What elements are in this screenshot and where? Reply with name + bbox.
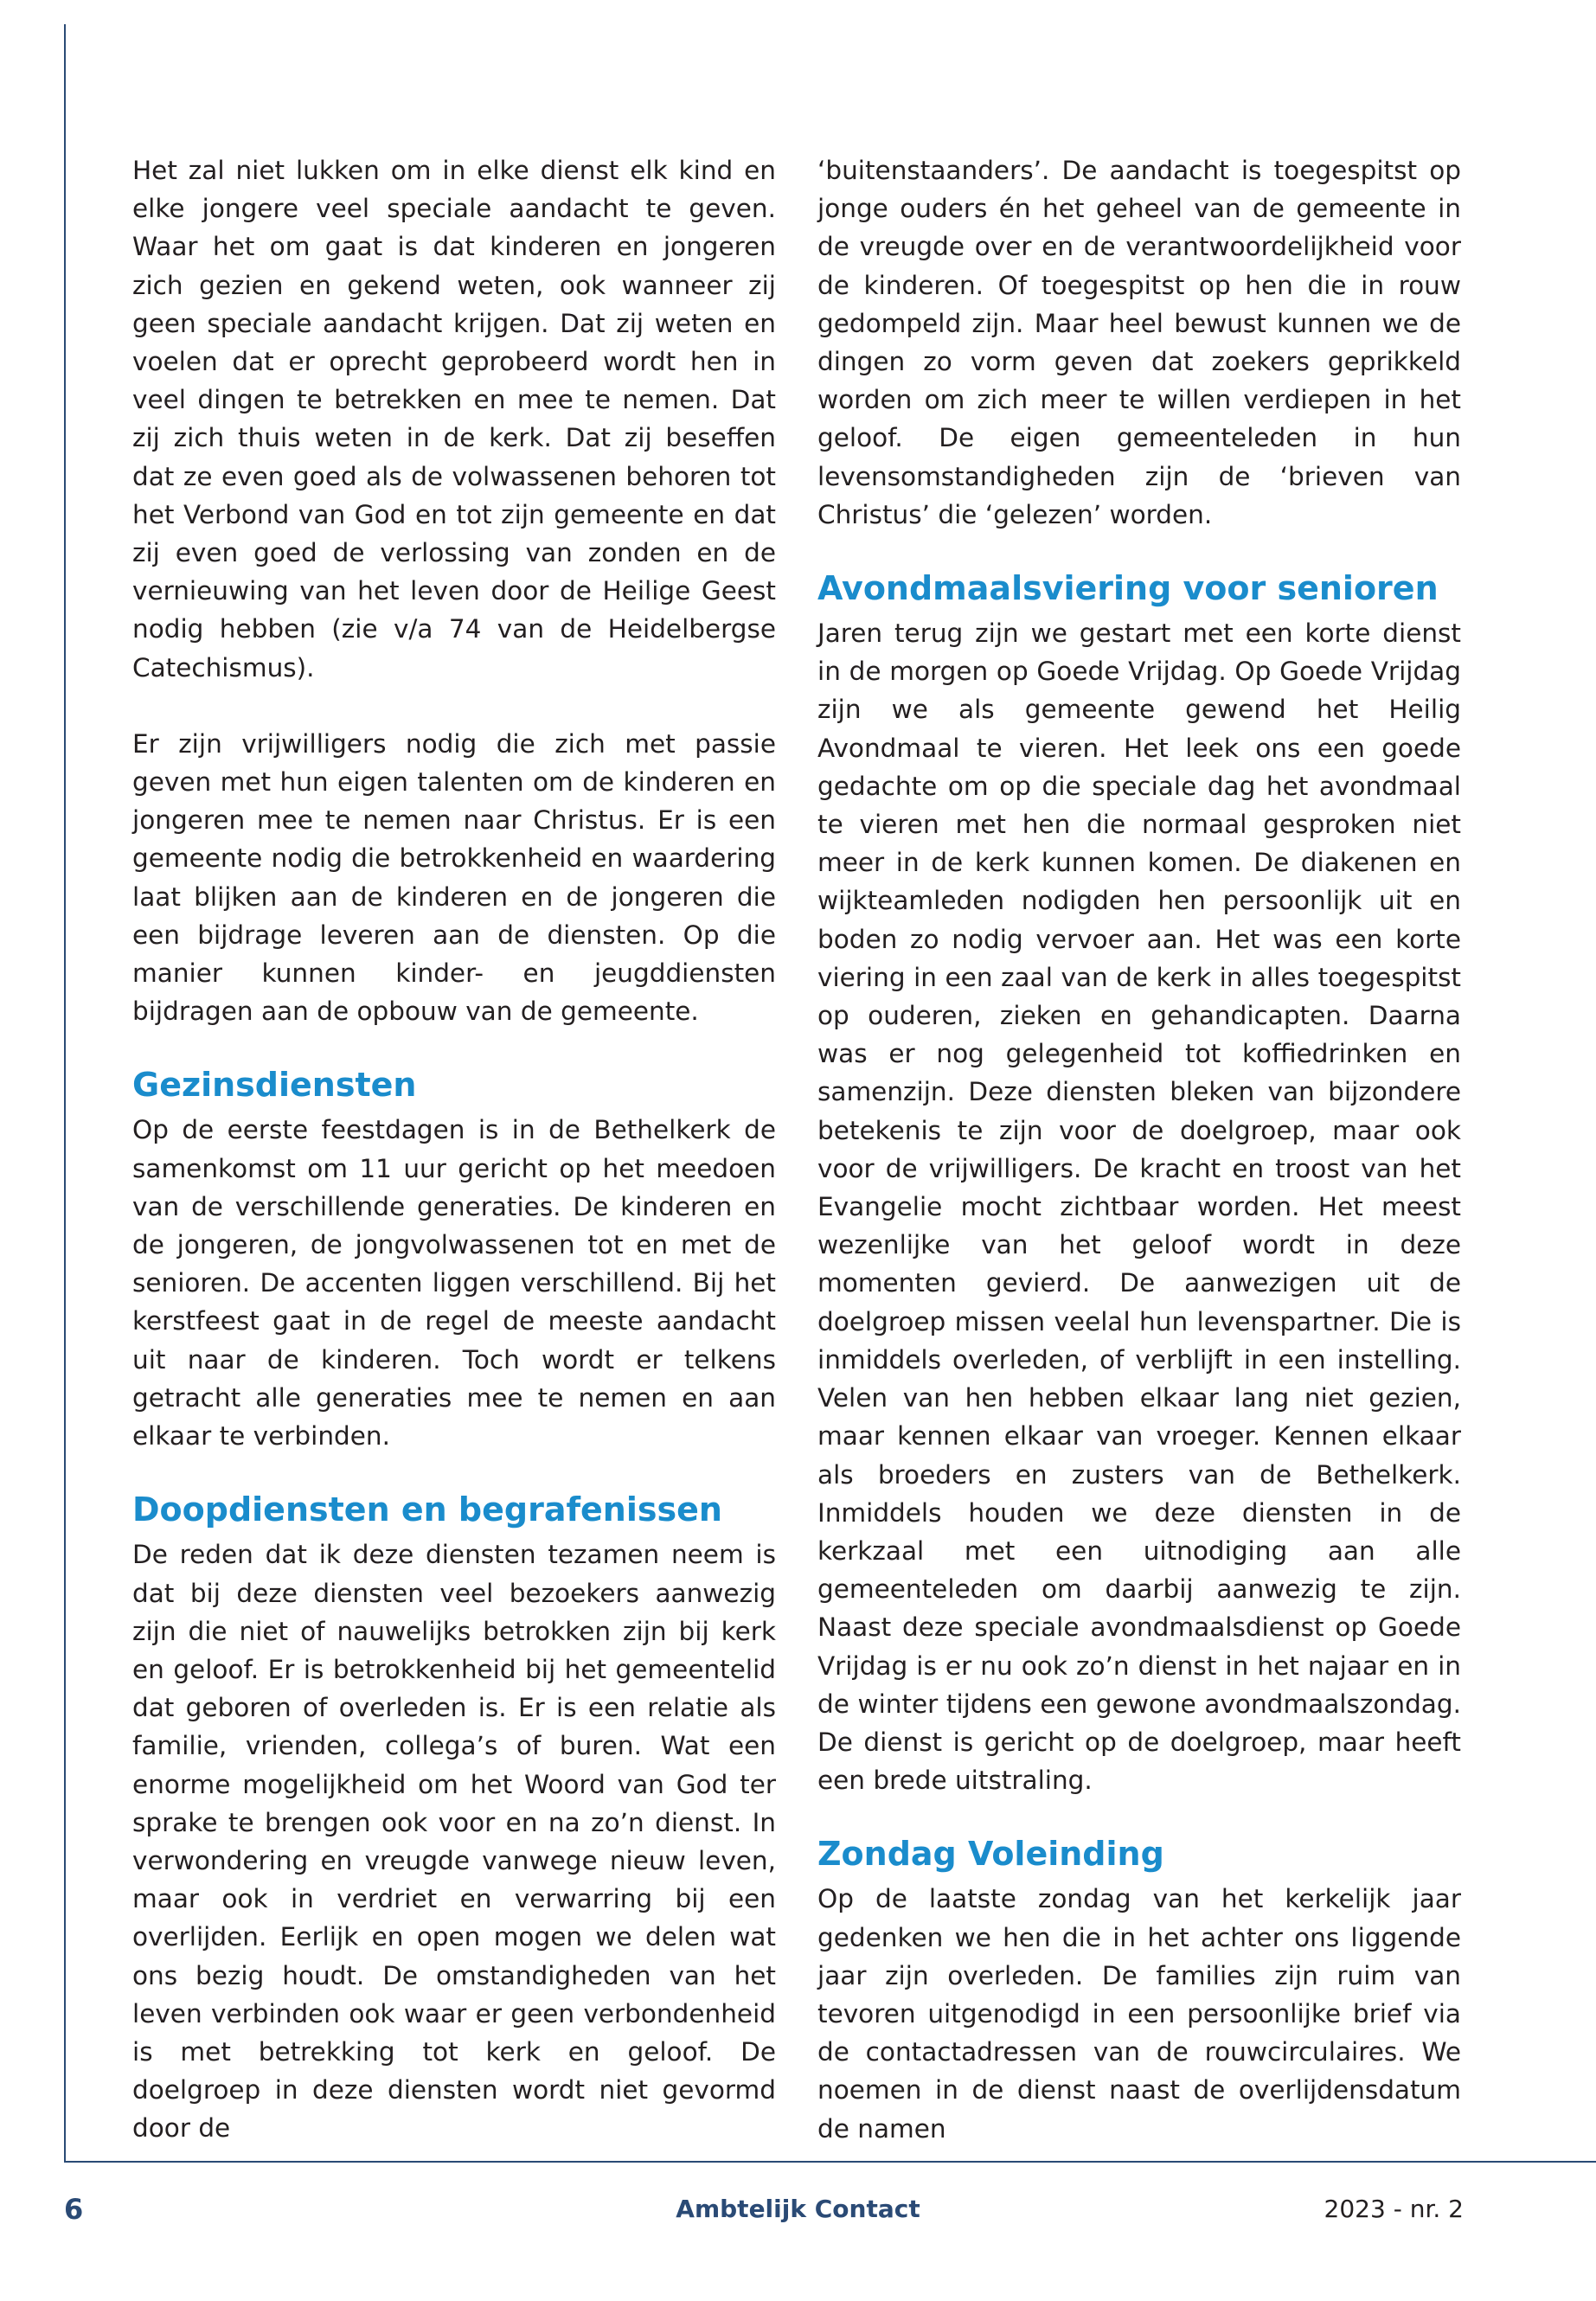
paragraph-zondag-voleinding: Op de laatste zondag van het kerkelijk jaar gedenken we hen die in het achter ons liggende jaar zijn overleden. De families zijn ruim van tevoren uitgenodigd in een persoonlijke brief via de contactadressen van de rouwcirculaires. We noemen in de dienst naast de overlijdensdatum de namen bbox=[817, 1884, 1461, 2144]
paragraph-doopdiensten: De reden dat ik deze diensten tezamen neem is dat bij deze diensten veel bezoekers aanwezig zijn die niet of nauwelijks betrokken zijn bij kerk en geloof. Er is betrokkenheid bij het gemeentelid dat geboren of overleden is. Er is een relatie als familie, vrienden, collega’s of buren. Wat een enorme mogelijkheid om het Woord van God ter sprake te brengen ook voor en na zo’n dienst. In verwondering en vreugde vanwege nieuw leven, maar ook in verdriet en verwarring bij een overlijden. Eerlijk en open mogen we delen wat ons bezig houdt. De omstandigheden van het leven verbinden ook waar er geen verbondenheid is met betrekking tot kerk en geloof. De doelgroep in deze diensten wordt niet gevormd door de bbox=[132, 1540, 776, 2144]
heading-gezinsdiensten: Gezinsdiensten bbox=[132, 1066, 417, 1105]
paragraph-gezinsdiensten: Op de eerste feestdagen is in de Bethelkerk de samenkomst om 11 uur gericht op het meedoen van de verschillende generaties. De kinderen en de jongeren, de jongvolwassenen tot en met de senioren. De accenten liggen verschillend. Bij het kerstfeest gaat in de regel de meeste aandacht uit naar de kinderen. Toch wordt er telkens getracht alle generaties mee te nemen en aan elkaar te verbinden. bbox=[132, 1115, 776, 1452]
frame-vertical-rule bbox=[64, 24, 66, 2163]
frame-horizontal-rule bbox=[64, 2161, 1596, 2163]
paragraph-continuation: ‘buitenstaanders’. De aandacht is toegespitst op jonge ouders én het geheel van de gemeente in de vreugde over en de verantwoordelijkheid voor de kinderen. Of toegespitst op hen die in rouw gedompeld zijn. Maar heel bewust kunnen we de dingen zo vorm geven dat zoekers geprikkeld worden om zich meer te willen verdiepen in het geloof. De eigen gemeenteleden in hun levensomstandigheden zijn de ‘brieven van Christus’ die ‘gelezen’ worden. bbox=[817, 156, 1461, 529]
paragraph-avondmaalsviering: Jaren terug zijn we gestart met een korte dienst in de morgen op Goede Vrijdag. Op Goede Vrijdag zijn we als gemeente gewend het Heilig Avondmaal te vieren. Het leek ons een goede gedachte om op die speciale dag het avondmaal te vieren met hen die normaal gesproken niet meer in de kerk kunnen komen. De diakenen en wijkteamleden nodigden hen persoonlijk uit en boden zo nodig vervoer aan. Het was een korte viering in een zaal van de kerk in alles toegespitst op ouderen, zieken en gehandicapten. Daarna was er nog gelegenheid tot koffiedrinken en samenzijn. Deze diensten bleken van bijzondere betekenis te zijn voor de doelgroep, maar ook voor de vrijwilligers. De kracht en troost van het Evangelie mocht zichtbaar worden. Het meest wezenlijke van het geloof wordt in deze momenten gevierd. De aanwezigen uit de doelgroep missen veelal hun levenspartner. Die is inmiddels overleden, of verblijft in een instelling. Velen van hen hebben elkaar lang niet gezien, maar kennen elkaar van vroeger. Kennen elkaar als broeders en zusters van de Bethelkerk. Inmiddels houden we deze diensten in de kerkzaal met een uitnodiging aan alle gemeenteleden om daarbij aanwezig te zijn. Naast deze speciale avondmaalsdienst op Goede Vrijdag is er nu ook zo’n dienst in het najaar en in de winter tijdens een gewone avondmaalszondag. De dienst is gericht op de doelgroep, maar heeft een brede uitstraling. bbox=[817, 619, 1461, 1796]
heading-avondmaalsviering: Avondmaalsviering voor senioren bbox=[817, 569, 1439, 608]
heading-doopdiensten: Doopdiensten en begrafenissen bbox=[132, 1490, 722, 1529]
heading-zondag-voleinding: Zondag Voleinding bbox=[817, 1835, 1164, 1874]
publication-title: Ambtelijk Contact bbox=[676, 2195, 920, 2223]
paragraph-intro-1: Het zal niet lukken om in elke dienst elk kind en elke jongere veel speciale aandacht te geven. Waar het om gaat is dat kinderen en jongeren zich gezien en gekend weten, ook wanneer zij geen speciale aandacht krijgen. Dat zij weten en voelen dat er oprecht geprobeerd wordt hen in veel dingen te betrekken en mee te nemen. Dat zij zich thuis weten in de kerk. Dat zij beseffen dat ze even goed als de volwassenen behoren tot het Verbond van God en tot zijn gemeente en dat zij even goed de verlossing van zonden en de vernieuwing van het leven door de Heilige Geest nodig hebben (zie v/a 74 van de Heidelbergse Catechismus). bbox=[132, 156, 776, 683]
issue-label: 2023 - nr. 2 bbox=[1324, 2195, 1464, 2223]
page-number: 6 bbox=[64, 2193, 84, 2226]
left-column bbox=[132, 151, 776, 2148]
paragraph-intro-2: Er zijn vrijwilligers nodig die zich met passie geven met hun eigen talenten om de kinderen en jongeren mee te nemen naar Christus. Er is een gemeente nodig die betrokkenheid en waardering laat blijken aan de kinderen en de jongeren die een bijdrage leveren aan de diensten. Op die manier kunnen kinder- en jeugddiensten bijdragen aan de opbouw van de gemeente. bbox=[132, 728, 776, 1027]
right-column bbox=[817, 151, 1461, 2148]
